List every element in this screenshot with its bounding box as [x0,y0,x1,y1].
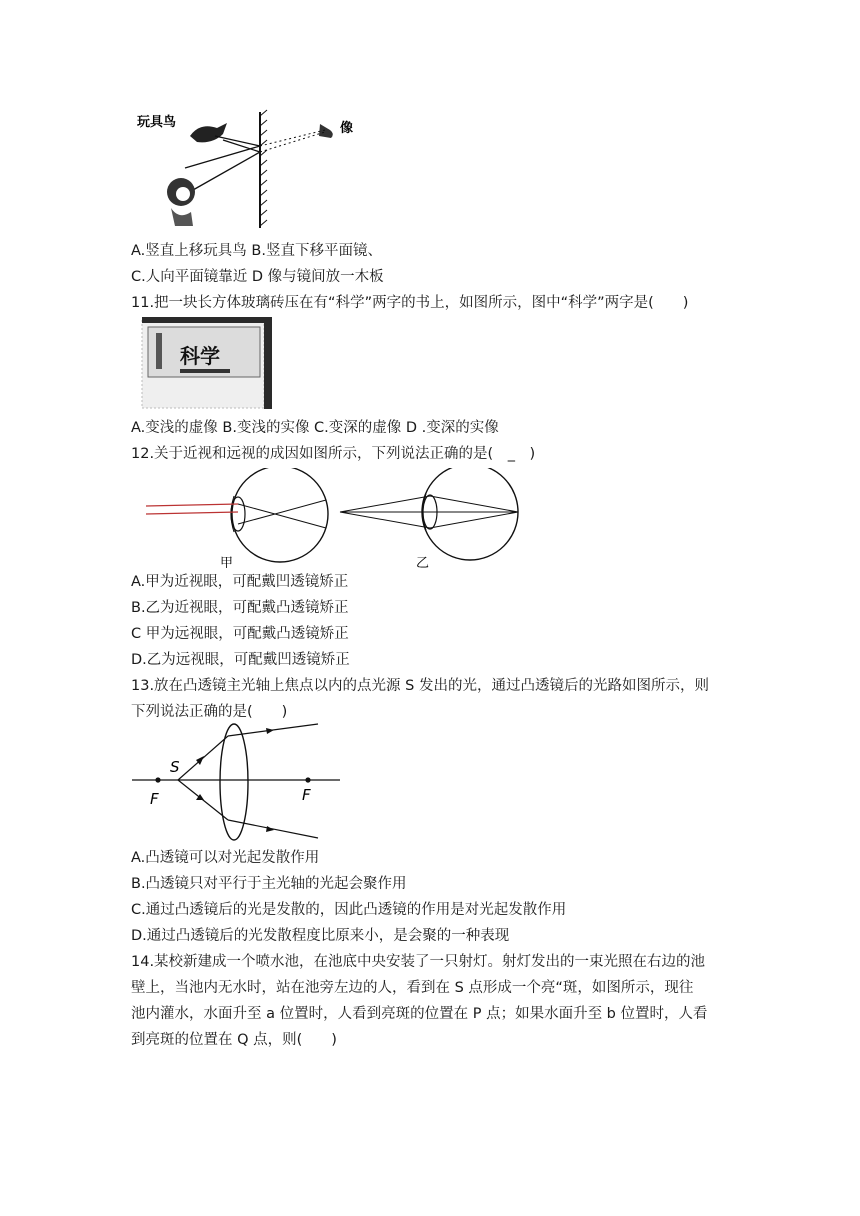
q13-option-b: B.凸透镜只对平行于主光轴的光起会聚作用 [131,876,407,892]
q10-options-ab: A.竖直上移玩具鸟 B.竖直下移平面镜、 [131,243,382,259]
eye-left-label: 甲 [220,556,234,568]
label-f-left: F [150,790,159,808]
q14-line-1: 14.某校新建成一个喷水池，在池底中央安装了一只射灯。射灯发出的一束光照在右边的池 [131,954,706,970]
q12-option-a: A.甲为近视眼，可配戴凹透镜矫正 [131,574,349,590]
q14-line-4: 到亮斑的位置在 Q 点，则( ) [131,1032,337,1048]
focus-left-point [155,777,160,782]
brick-right-edge [264,317,272,409]
q12-option-d: D.乙为远视眼，可配戴凹透镜矫正 [131,652,350,668]
q14-line-2: 壁上，当池内无水时，站在池旁左边的人，看到在 S 点形成一个亮“斑，如图所示，现往 [131,980,694,996]
q13-stem-2: 下列说法正确的是( ) [131,704,288,720]
glass-brick-figure [140,315,275,411]
q10-options-cd: C.人向平面镜靠近 D 像与镜间放一木板 [131,269,384,285]
q11-stem: 11.把一块长方体玻璃砖压在有“科学”两字的书上，如图所示，图中“科学”两字是( ) [131,295,689,311]
q14-line-3: 池内灌水，水面升至 a 位置时，人看到亮斑的位置在 P 点；如果水面升至 b 位置时，人看 [131,1006,708,1022]
image-label: 像 [340,121,354,136]
virtual-rays [260,130,325,152]
brick-top-edge [142,317,272,323]
image-bird-icon [319,124,333,138]
eye-left-lens [231,497,245,531]
eye-figure [140,468,530,568]
light-rays [185,136,260,190]
mirror-hatch [260,110,267,226]
q11-options: A.变浅的虚像 B.变浅的实像 C.变深的虚像 D .变深的实像 [131,420,499,436]
eye-right-label: 乙 [416,556,430,568]
q13-option-a: A.凸透镜可以对光起发散作用 [131,850,320,866]
label-s: S [170,758,180,776]
q13-option-c: C.通过凸透镜后的光是发散的，因此凸透镜的作用是对光起发散作用 [131,902,567,918]
eye-left-rays [146,504,238,514]
q12-option-b: B.乙为近视眼，可配戴凸透镜矫正 [131,600,349,616]
mirror-figure [135,108,370,233]
q12-option-c: C 甲为远视眼，可配戴凸透镜矫正 [131,626,349,642]
q13-option-d: D.通过凸透镜后的光发散程度比原来小，是会聚的一种表现 [131,928,510,944]
brick-text: 科学 [180,344,220,368]
convex-lens-figure [128,720,343,845]
bird-label: 玩具鸟 [137,115,177,130]
q13-stem-1: 13.放在凸透镜主光轴上焦点以内的点光源 S 发出的光，通过凸透镜后的光路如图所示，则 [131,678,709,694]
focus-right-point [305,777,310,782]
eye-right-rays [340,496,518,528]
label-f-right: F [302,786,311,804]
toy-bird-icon [190,123,227,142]
q12-stem: 12.关于近视和远视的成因如图所示，下列说法正确的是( _ ) [131,446,536,462]
